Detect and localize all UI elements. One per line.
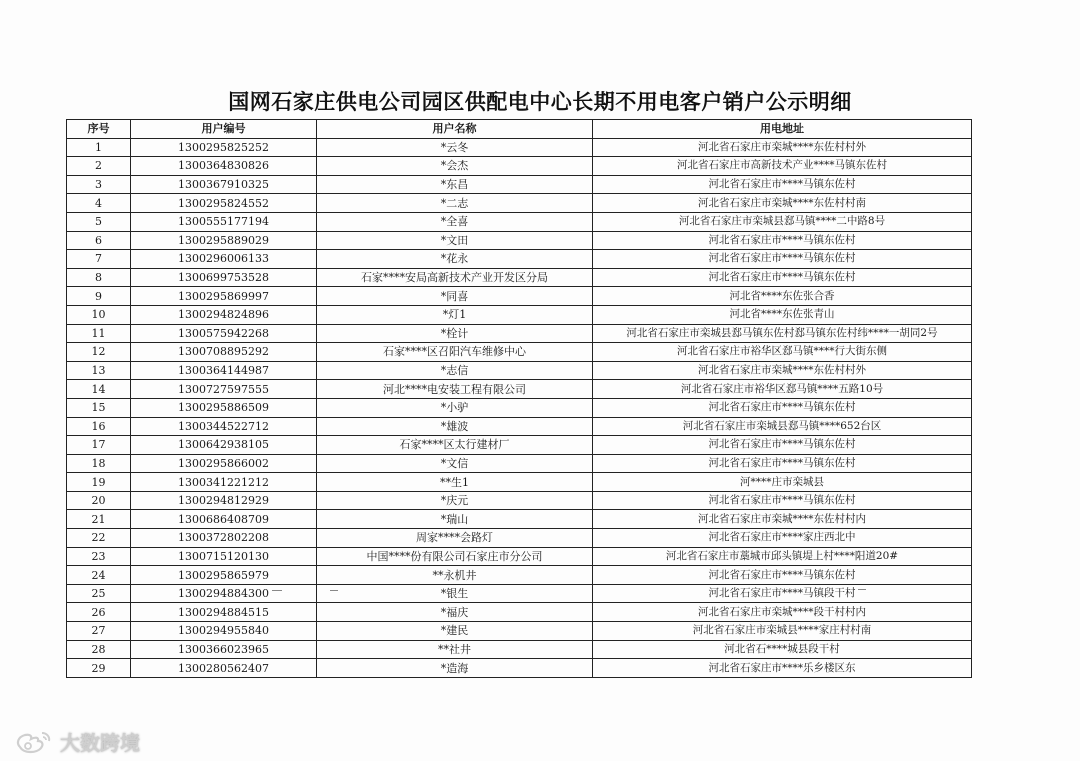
row-no: 19 [67,473,131,492]
table-row [67,138,972,157]
row-address: 河北省石家庄市****家庄西北中 [593,529,972,548]
row-user-name: *福庆 [317,603,593,622]
table-row [67,398,972,417]
header-no: 序号 [67,120,131,139]
row-no: 4 [67,194,131,213]
row-user-name: *银生 [317,584,593,603]
row-user-name: *云冬 [317,138,593,157]
row-no: 27 [67,622,131,641]
table-row [67,175,972,194]
row-user-id: 1300296006133 [131,250,317,269]
row-no: 8 [67,268,131,287]
row-address: 河北省石家庄市裕华区郄马镇****五路10号 [593,380,972,399]
row-user-name: **社井 [317,640,593,659]
row-address: 河北省石家庄市****马镇东佐村 [593,566,972,585]
row-address: 河北省石家庄市裕华区郄马镇****行大街东侧 [593,343,972,362]
row-user-name: *志信 [317,361,593,380]
row-no: 6 [67,231,131,250]
row-user-id: 1300294824896 [131,305,317,324]
row-user-id: 1300280562407 [131,659,317,678]
table-header-row [67,120,972,139]
row-user-name: *栓计 [317,324,593,343]
row-no: 3 [67,175,131,194]
row-user-name: *东昌 [317,175,593,194]
table-row [67,343,972,362]
row-no: 23 [67,547,131,566]
row-user-name: 石家****区太行建材厂 [317,436,593,455]
table-row [67,380,972,399]
row-user-name: *瑞山 [317,510,593,529]
row-no: 21 [67,510,131,529]
row-address: 河北省石家庄市****马镇东佐村 [593,436,972,455]
table-row [67,268,972,287]
scan-speck [330,590,338,591]
row-user-name: 周家****会路灯 [317,529,593,548]
row-address: 河北省石家庄市栾城****东佐村村外 [593,138,972,157]
row-user-id: 1300294884515 [131,603,317,622]
row-user-id: 1300366023965 [131,640,317,659]
row-user-name: *建民 [317,622,593,641]
row-no: 10 [67,305,131,324]
row-user-name: *庆元 [317,491,593,510]
customer-table [66,119,972,678]
table-row [67,547,972,566]
table-row [67,510,972,529]
row-user-name: *小驴 [317,398,593,417]
row-user-name: **生1 [317,473,593,492]
row-user-id: 1300295825252 [131,138,317,157]
row-no: 9 [67,287,131,306]
row-no: 22 [67,529,131,548]
table-row [67,287,972,306]
row-address: 河****庄市栾城县 [593,473,972,492]
row-user-name: *文信 [317,454,593,473]
row-user-name: *雄波 [317,417,593,436]
row-user-name: *花永 [317,250,593,269]
row-no: 11 [67,324,131,343]
table-row [67,305,972,324]
table-row [67,491,972,510]
row-no: 16 [67,417,131,436]
row-no: 13 [67,361,131,380]
scan-speck [858,589,866,590]
row-user-id: 1300715120130 [131,547,317,566]
row-address: 河北省石家庄市****马镇东佐村 [593,491,972,510]
scan-speck [272,590,282,591]
row-address: 河北省石家庄市栾城县郄马镇****二中路8号 [593,212,972,231]
row-user-name: *二志 [317,194,593,213]
row-user-id: 1300295869997 [131,287,317,306]
row-address: 河北省石家庄市栾城****段干村村内 [593,603,972,622]
page-title: 国网石家庄供电公司园区供配电中心长期不用电客户销户公示明细 [228,90,852,114]
table-row [67,566,972,585]
row-address: 河北省石家庄市栾城县****家庄村村南 [593,622,972,641]
row-user-id: 1300295866002 [131,454,317,473]
row-no: 18 [67,454,131,473]
watermark [14,727,140,756]
row-user-id: 1300344522712 [131,417,317,436]
table-row [67,231,972,250]
table-row [67,454,972,473]
row-user-id: 1300295865979 [131,566,317,585]
row-no: 1 [67,138,131,157]
weibo-logo-icon [14,729,54,755]
row-address: 河北省石家庄市高新技术产业****马镇东佐村 [593,157,972,176]
row-user-id: 1300372802208 [131,529,317,548]
row-address: 河北省石家庄市藁城市邱头镇堤上村****阳道20# [593,547,972,566]
row-user-id: 1300699753528 [131,268,317,287]
row-user-id: 1300367910325 [131,175,317,194]
table-row [67,250,972,269]
row-address: 河北省****东佐张青山 [593,305,972,324]
row-no: 7 [67,250,131,269]
table-row [67,584,972,603]
row-address: 河北省石家庄市****马镇段干村 [593,584,972,603]
row-user-id: 1300727597555 [131,380,317,399]
row-user-name: *造海 [317,659,593,678]
row-user-name: 石家****区召阳汽车维修中心 [317,343,593,362]
table-row [67,212,972,231]
row-user-id: 1300341221212 [131,473,317,492]
row-user-id: 1300295824552 [131,194,317,213]
row-no: 29 [67,659,131,678]
row-user-id: 1300364144987 [131,361,317,380]
row-user-name: *全喜 [317,212,593,231]
table-row [67,659,972,678]
watermark-text: 大数跨境 [60,731,140,755]
row-user-name: *文田 [317,231,593,250]
row-no: 20 [67,491,131,510]
row-address: 河北省石家庄市****马镇东佐村 [593,268,972,287]
row-address: 河北省石家庄市****马镇东佐村 [593,231,972,250]
row-no: 14 [67,380,131,399]
table-row [67,603,972,622]
header-address: 用电地址 [593,120,972,139]
row-user-id: 1300575942268 [131,324,317,343]
row-user-id: 1300294955840 [131,622,317,641]
row-no: 17 [67,436,131,455]
row-user-id: 1300364830826 [131,157,317,176]
table-row [67,361,972,380]
row-address: 河北省石家庄市****乐乡楼区东 [593,659,972,678]
row-user-name: 河北****电安装工程有限公司 [317,380,593,399]
row-user-id: 1300555177194 [131,212,317,231]
row-address: 河北省石家庄市栾城县郄马镇****652台区 [593,417,972,436]
row-user-id: 1300294812929 [131,491,317,510]
table-row [67,194,972,213]
row-user-id: 1300295886509 [131,398,317,417]
row-no: 15 [67,398,131,417]
row-user-name: **永机井 [317,566,593,585]
row-address: 河北省石家庄市栾城****东佐村村内 [593,510,972,529]
row-address: 河北省****东佐张合香 [593,287,972,306]
row-user-name: *同喜 [317,287,593,306]
table-row [67,324,972,343]
row-no: 25 [67,584,131,603]
row-no: 26 [67,603,131,622]
row-no: 2 [67,157,131,176]
table-row [67,640,972,659]
row-user-id: 1300686408709 [131,510,317,529]
row-no: 24 [67,566,131,585]
row-address: 河北省石家庄市栾城县郄马镇东佐村郄马镇东佐村纬****一胡同2号 [593,324,972,343]
row-no: 12 [67,343,131,362]
row-address: 河北省石家庄市栾城****东佐村村外 [593,361,972,380]
table-row [67,157,972,176]
row-user-name: 中国****份有限公司石家庄市分公司 [317,547,593,566]
table-row [67,529,972,548]
row-user-name: 石家****安局高新技术产业开发区分局 [317,268,593,287]
row-address: 河北省石****城县段干村 [593,640,972,659]
row-user-id: 1300708895292 [131,343,317,362]
row-user-name: *灯1 [317,305,593,324]
table-row [67,436,972,455]
row-address: 河北省石家庄市****马镇东佐村 [593,398,972,417]
row-user-name: *会杰 [317,157,593,176]
table-row [67,417,972,436]
row-address: 河北省石家庄市****马镇东佐村 [593,175,972,194]
row-user-id: 1300642938105 [131,436,317,455]
row-address: 河北省石家庄市栾城****东佐村村南 [593,194,972,213]
header-user-name: 用户名称 [317,120,593,139]
header-user-id: 用户编号 [131,120,317,139]
row-no: 28 [67,640,131,659]
row-address: 河北省石家庄市****马镇东佐村 [593,250,972,269]
table-row [67,473,972,492]
row-user-id: 1300295889029 [131,231,317,250]
row-no: 5 [67,212,131,231]
row-user-id: 1300294884300 [131,584,317,603]
row-address: 河北省石家庄市****马镇东佐村 [593,454,972,473]
table-row [67,622,972,641]
